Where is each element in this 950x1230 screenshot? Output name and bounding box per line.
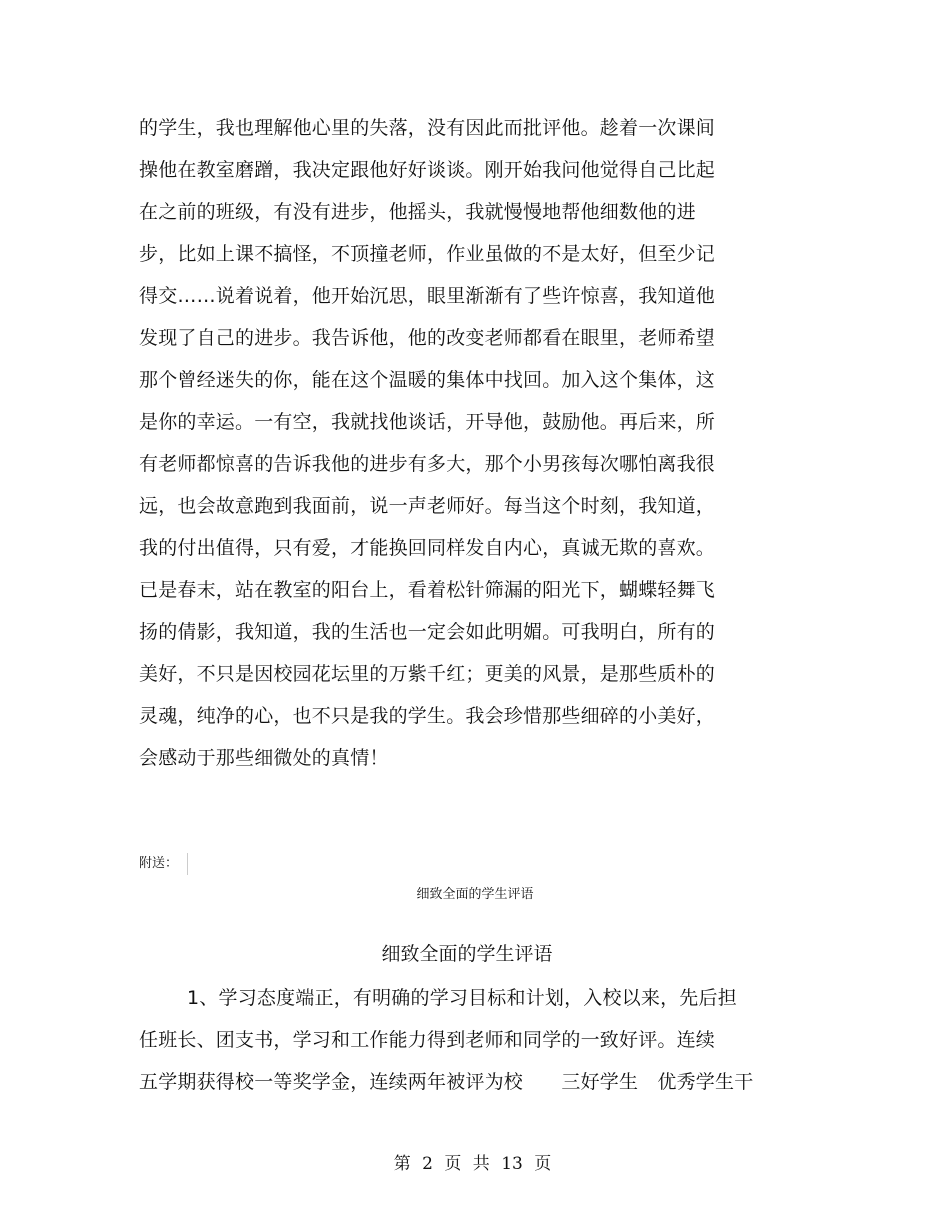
text-line: 步，比如上课不搞怪，不顶撞老师，作业虽做的不是太好，但至少记	[139, 243, 716, 265]
section-heading: 细致全面的学生评语	[381, 943, 553, 965]
text-line: 在之前的班级，有没有进步，他摇头，我就慢慢地帮他细数他的进	[139, 201, 696, 223]
text-line: 五学期获得校一等奖学金，连续两年被评为校 三好学生 优秀学生干	[139, 1071, 754, 1093]
text-line: 操他在教室磨蹭，我决定跟他好好谈谈。刚开始我问他觉得自己比起	[139, 159, 716, 181]
text-line: 会感动于那些细微处的真情！	[139, 747, 389, 769]
text-line: 已是春末，站在教室的阳台上，看着松针筛漏的阳光下，蝴蝶轻舞飞	[139, 579, 716, 601]
text-line: 1、学习态度端正，有明确的学习目标和计划，入校以来，先后担	[187, 987, 737, 1009]
text-line: 得交……说着说着，他开始沉思，眼里渐渐有了些许惊喜，我知道他	[139, 285, 716, 307]
text-line: 有老师都惊喜的告诉我他的进步有多大，那个小男孩每次哪怕离我很	[139, 453, 716, 475]
text-line: 发现了自己的进步。我告诉他，他的改变老师都看在眼里，老师希望	[139, 327, 716, 349]
appendix-subtitle: 细致全面的学生评语	[416, 887, 534, 902]
text-line: 的学生，我也理解他心里的失落，没有因此而批评他。趁着一次课间	[139, 117, 716, 139]
appendix-label: 附送：	[139, 856, 179, 871]
text-line: 那个曾经迷失的你，能在这个温暖的集体中找回。加入这个集体，这	[139, 369, 716, 391]
text-line: 灵魂，纯净的心，也不只是我的学生。我会珍惜那些细碎的小美好，	[139, 705, 716, 727]
page-number-footer: 第 2 页 共 13 页	[393, 1154, 552, 1174]
text-line: 扬的倩影，我知道，我的生活也一定会如此明媚。可我明白，所有的	[139, 621, 716, 643]
text-line: 我的付出值得，只有爱，才能换回同样发自内心，真诚无欺的喜欢。	[139, 537, 716, 559]
text-line: 远，也会故意跑到我面前，说一声老师好。每当这个时刻，我知道，	[139, 495, 716, 517]
appendix-divider	[187, 853, 188, 875]
text-line: 任班长、团支书，学习和工作能力得到老师和同学的一致好评。连续	[139, 1029, 716, 1051]
comment-paragraph	[139, 982, 799, 1108]
essay-body	[139, 112, 779, 784]
text-line: 美好，不只是因校园花坛里的万紫千红；更美的风景，是那些质朴的	[139, 663, 716, 685]
text-line: 是你的幸运。一有空，我就找他谈话，开导他，鼓励他。再后来，所	[139, 411, 716, 433]
